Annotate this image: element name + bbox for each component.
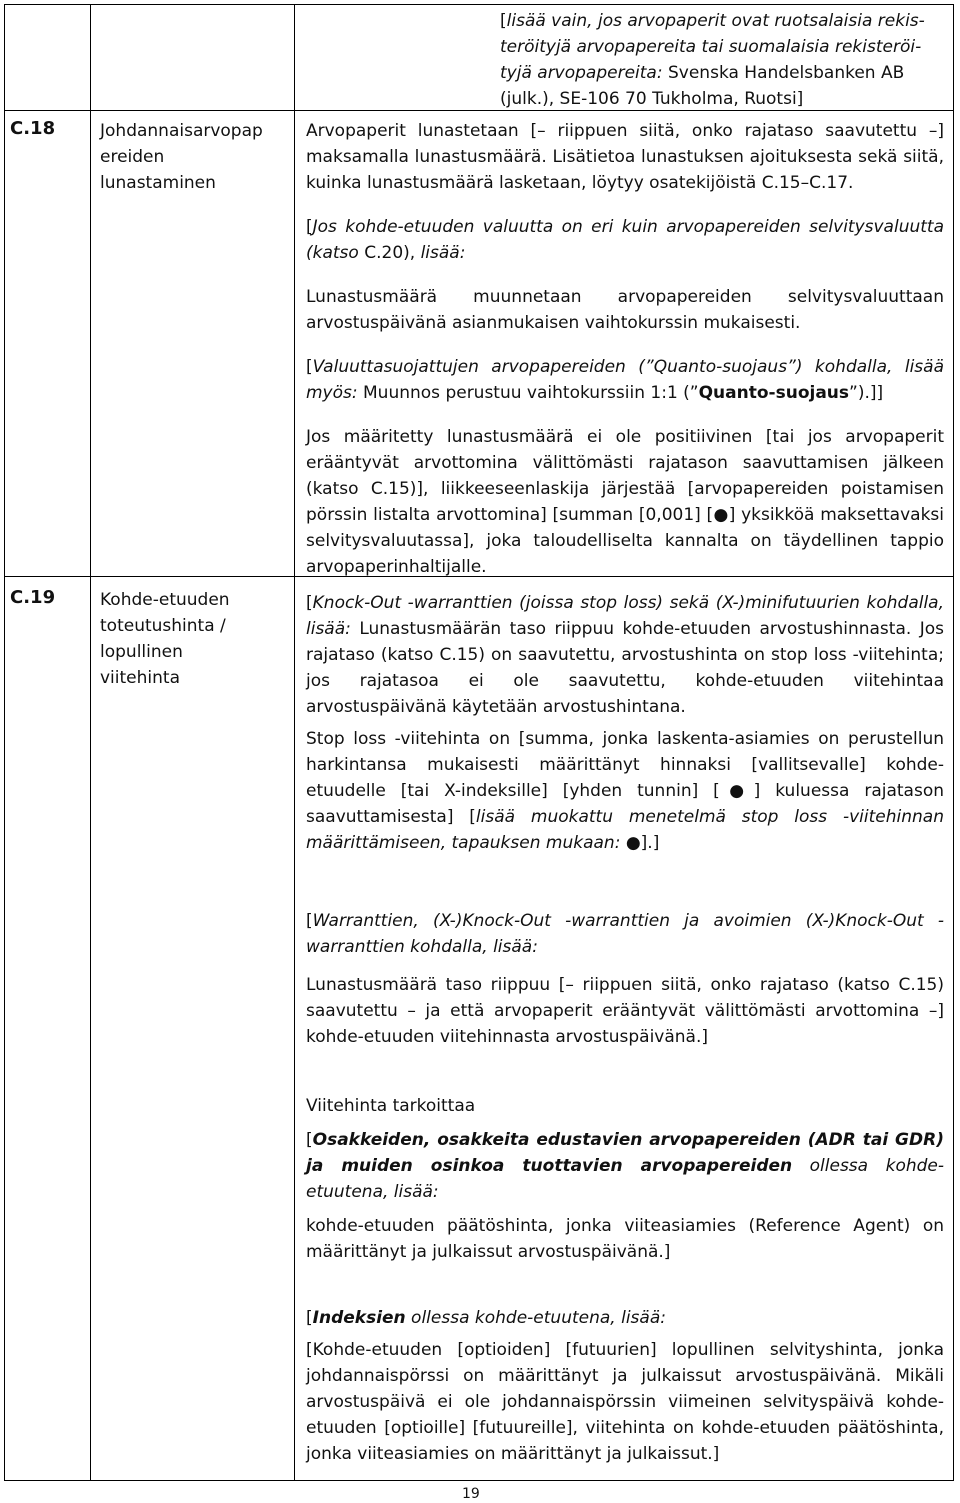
c19-paragraph-6: [Osakkeiden, osakkeita edustavien arvopapereiden (ADR tai GDR) ja muiden osinkoa tuottavien arvopapereiden ollessa kohde-etuutena, lisää: <box>306 1130 944 1202</box>
column-divider-1 <box>90 4 91 1481</box>
c19-content-index <box>306 1305 944 1467</box>
c19-paragraph-3: [Warranttien, (X-)Knock-Out -warranttien ja avoimien (X-)Knock-Out -warranttien kohdalla, lisää: <box>306 911 944 957</box>
table-top-border <box>4 4 954 5</box>
c18-paragraph-1: Arvopaperit lunastetaan [– riippuen siitä, onko rajataso saavutettu –] maksamalla lunastusmäärä. Lisätietoa lunastuksen ajoituksesta sekä siitä, kuinka lunastusmäärä lasketaan, löytyy osatekijöistä C.15–C.17. <box>306 121 944 193</box>
column-divider-2 <box>294 4 295 1481</box>
table-bottom-border <box>4 1480 954 1481</box>
table-left-border <box>4 4 5 1481</box>
c19-number: C.19 <box>10 587 56 608</box>
c18-paragraph-3: Lunastusmäärä muunnetaan arvopapereiden selvitysvaluuttaan arvostuspäivänä asianmukaisen vaihtokurssin mukaisesti. <box>306 287 944 333</box>
c18-number: C.18 <box>10 118 56 139</box>
table-right-border <box>953 4 954 1481</box>
c19-title: Kohde-etuuden toteutushinta / lopullinen viitehinta <box>100 590 230 688</box>
page-number: 19 <box>462 1486 480 1502</box>
c18-paragraph-5: Jos määritetty lunastusmäärä ei ole positiivinen [tai jos arvopaperit erääntyvät arvottomina välittömästi rajatason saavuttamisen jälkeen (katso C.15)], liikkeeseenlaskija järjestää [arvopapereiden poistamisen pörssin listalta arvottomina] [summan [0,001] [●] yksikköä maksettavaksi selvitysvaluutassa], joka taloudelliselta kannalta on täydellinen tappio arvopaperinhaltijalle. <box>306 427 944 577</box>
c19-paragraph-7: kohde-etuuden päätöshinta, jonka viiteasiamies (Reference Agent) on määrittänyt ja julkaissut arvostuspäivänä.] <box>306 1216 944 1262</box>
c19-paragraph-5: Viitehinta tarkoittaa <box>306 1096 476 1116</box>
top-row-line-2: teröityjä arvopapereita tai suomalaisia rekisteröi- <box>500 37 922 57</box>
top-row-line-3: tyjä arvopapereita: Svenska Handelsbanken AB <box>500 63 905 83</box>
top-row-line-1: [lisää vain, jos arvopaperit ovat ruotsalaisia rekis- <box>500 11 925 31</box>
c19-paragraph-9: [Kohde-etuuden [optioiden] [futuurien] lopullinen selvityshinta, jonka johdannaispörssi on määrittänyt ja julkaissut arvostuspäivänä. Mikäli arvostuspäivä ei ole johdannaispörssin viimeinen selvityspäivä kohde-etuuden [optioille] [futuureille], viitehinta on kohde-etuuden päätöshinta, jonka viiteasiamies on määrittänyt ja julkaissut.] <box>306 1340 944 1464</box>
c19-paragraph-8: [Indeksien ollessa kohde-etuutena, lisää: <box>306 1308 666 1328</box>
c19-paragraph-1: [Knock-Out -warranttien (joissa stop loss) sekä (X-)minifutuurien kohdalla, lisää: Lunastusmäärän taso riippuu kohde-etuuden arvostushinnasta. Jos rajataso (katso C.15) on saavutettu, arvostushinta on stop loss -viitehinta; jos rajatasoa ei ole saavutettu, kohde-etuuden viitehintaa arvostuspäivänä käytetään arvostushintana. <box>306 593 944 717</box>
c19-content <box>306 590 944 856</box>
c19-paragraph-2: Stop loss -viitehinta on [summa, jonka laskenta-asiamies on perustellun harkintansa mukaisesti määrittänyt hinnaksi [vallitsevalle] kohde-etuudelle [tai X-indeksille] [yhden tunnin] [●] kuluessa rajatason saavuttamisesta] [lisää muokattu menetelmä stop loss -viitehinnan määrittämiseen, tapauksen mukaan: ●].] <box>306 729 944 853</box>
c18-paragraph-4: [Valuuttasuojattujen arvopapereiden (”Quanto-suojaus”) kohdalla, lisää myös: Muunnos perustuu vaihtokurssiin 1:1 (”Quanto-suojaus”).]] <box>306 357 944 403</box>
top-row-text <box>500 8 950 112</box>
top-row-line-4: (julk.), SE-106 70 Tukholma, Ruotsi] <box>500 89 804 109</box>
c18-paragraph-2: [Jos kohde-etuuden valuutta on eri kuin arvopapereiden selvitysvaluutta (katso C.20), lisää: <box>306 217 944 263</box>
c19-content-reference-price <box>306 1093 944 1265</box>
c19-content-warrants <box>306 908 944 1050</box>
c19-paragraph-4: Lunastusmäärä taso riippuu [– riippuen siitä, onko rajataso (katso C.15) saavutettu – ja että arvopaperit erääntyvät välittömästi arvottomina –] kohde-etuuden viitehinnasta arvostuspäivänä.] <box>306 975 944 1047</box>
c18-title: Johdannaisarvopap ereiden lunastaminen <box>100 121 263 193</box>
c18-content <box>306 118 944 580</box>
